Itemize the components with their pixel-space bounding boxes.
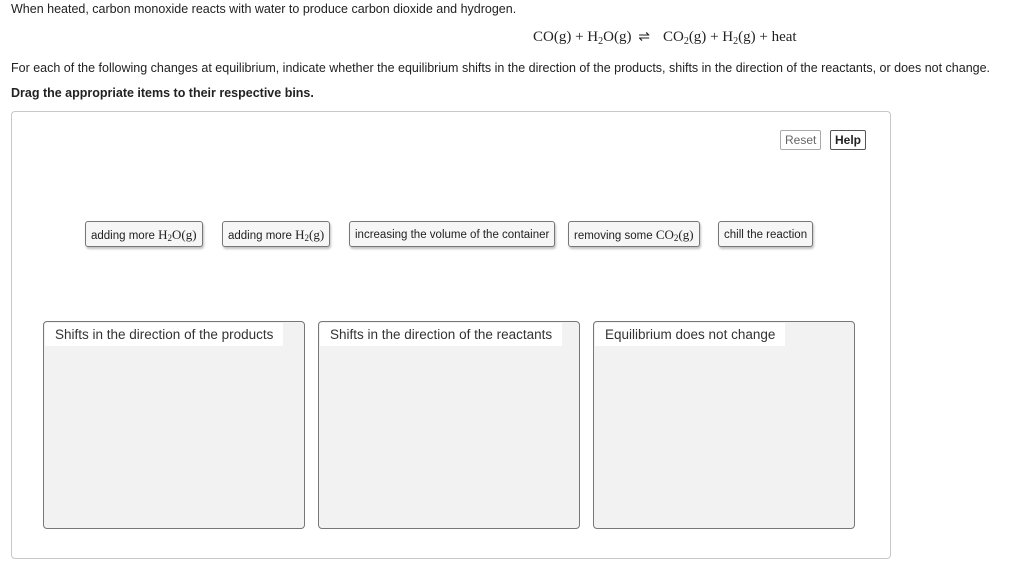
equilibrium-arrow-icon: ⇌ [638, 30, 650, 45]
bin-label: Shifts in the direction of the products [45, 323, 283, 346]
item-increasing-volume[interactable]: increasing the volume of the container [349, 221, 555, 247]
bin-reactants[interactable] [318, 321, 580, 529]
item-adding-h2[interactable]: adding more $H_2(g)$ [222, 221, 330, 247]
drag-drop-panel [11, 111, 891, 559]
item-chill-reaction[interactable]: chill the reaction [718, 221, 813, 247]
intro-text: When heated, carbon monoxide reacts with water to produce carbon dioxide and hydrogen. [11, 2, 517, 16]
bin-products[interactable] [43, 321, 305, 529]
reaction-equation: $CO(g) + H_2O(g)$ ⇌ $CO_2(g) + H_2(g)$ + heat [533, 29, 797, 47]
reset-button[interactable]: Reset [780, 130, 821, 150]
help-button[interactable]: Help [830, 130, 866, 150]
bin-no-change[interactable] [593, 321, 855, 529]
bin-label: Equilibrium does not change [595, 323, 785, 346]
question-text: For each of the following changes at equilibrium, indicate whether the equilibrium shifts in the direction of the products, shifts in the direction of the reactants, or does not change. [11, 61, 991, 75]
instruction-text: Drag the appropriate items to their respective bins. [11, 86, 314, 100]
item-removing-co2[interactable]: removing some $CO_2(g)$ [568, 221, 700, 247]
bin-label: Shifts in the direction of the reactants [320, 323, 562, 346]
item-adding-h2o[interactable]: adding more $H_2O(g)$ [85, 221, 203, 247]
